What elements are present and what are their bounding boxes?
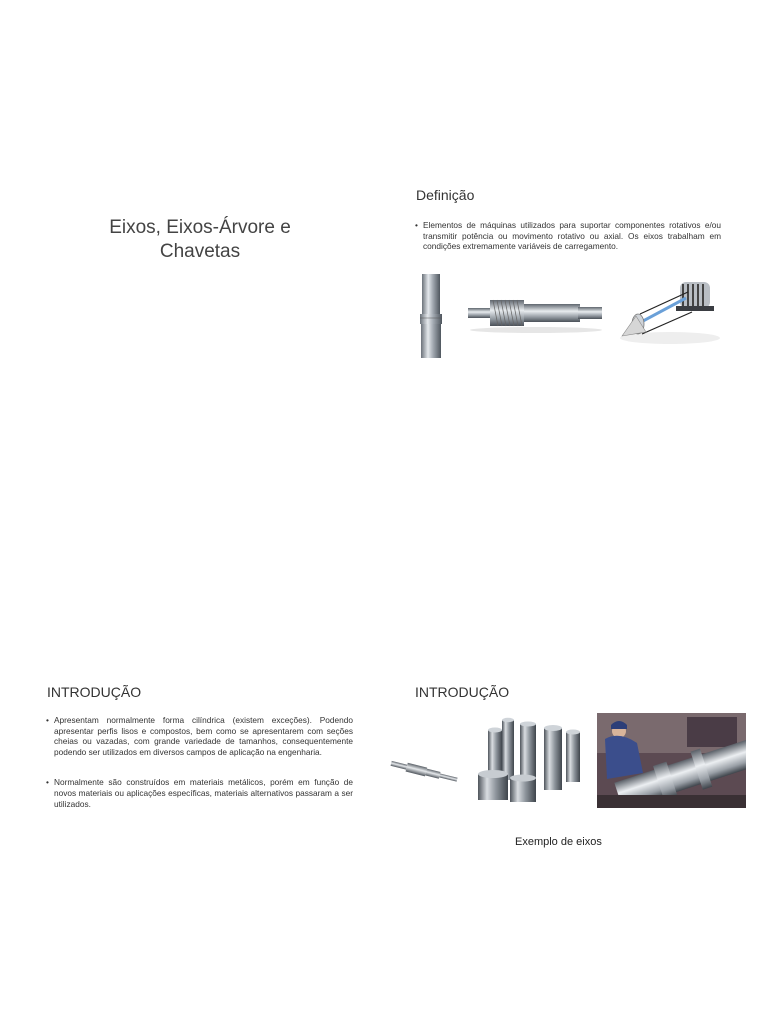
bullet-item: • Elementos de máquinas utilizados para suportar componentes rotativos e/ou transmitir potência ou movimento rotativo ou axial. Os eixos trabalham em condições extremamente variáveis de carregamento. — [415, 220, 721, 252]
introduction-text-slide — [0, 512, 384, 1024]
motor-belt-drive-image — [618, 276, 722, 346]
slide-title: Eixos, Eixos-Árvore e Chavetas — [109, 217, 291, 262]
bullet-item: • Normalmente são construídos em materiais metálicos, porém em função de novos materiais ou aplicações específicas, materiais alternativos passaram a ser utilizados. — [46, 777, 353, 809]
bullet-item: • Apresentam normalmente forma cilíndrica (existem exceções). Podendo apresentar perfis lisos e compostos, bem como se apresentarem com seções cheias ou vazadas, com grande variedade de tamanhos, consequentemente podendo ser utilizados em diversos campos de aplicação na engenharia. — [46, 715, 353, 757]
introduction-images-slide — [384, 512, 768, 1024]
image-caption: Exemplo de eixos — [515, 836, 602, 848]
shaft-group-image — [474, 714, 586, 806]
bullet-list — [415, 220, 721, 252]
definition-slide — [384, 0, 768, 512]
bullet-list — [46, 715, 353, 809]
slide-heading: INTRODUÇÃO — [415, 684, 510, 700]
long-shaft-image — [388, 758, 460, 786]
slide-heading: INTRODUÇÃO — [47, 684, 142, 700]
vertical-shaft-image — [418, 274, 444, 358]
worker-shaft-photo — [597, 713, 746, 808]
gear-shaft-image — [468, 294, 604, 334]
title-slide — [0, 0, 384, 512]
slide-heading: Definição — [416, 187, 475, 203]
